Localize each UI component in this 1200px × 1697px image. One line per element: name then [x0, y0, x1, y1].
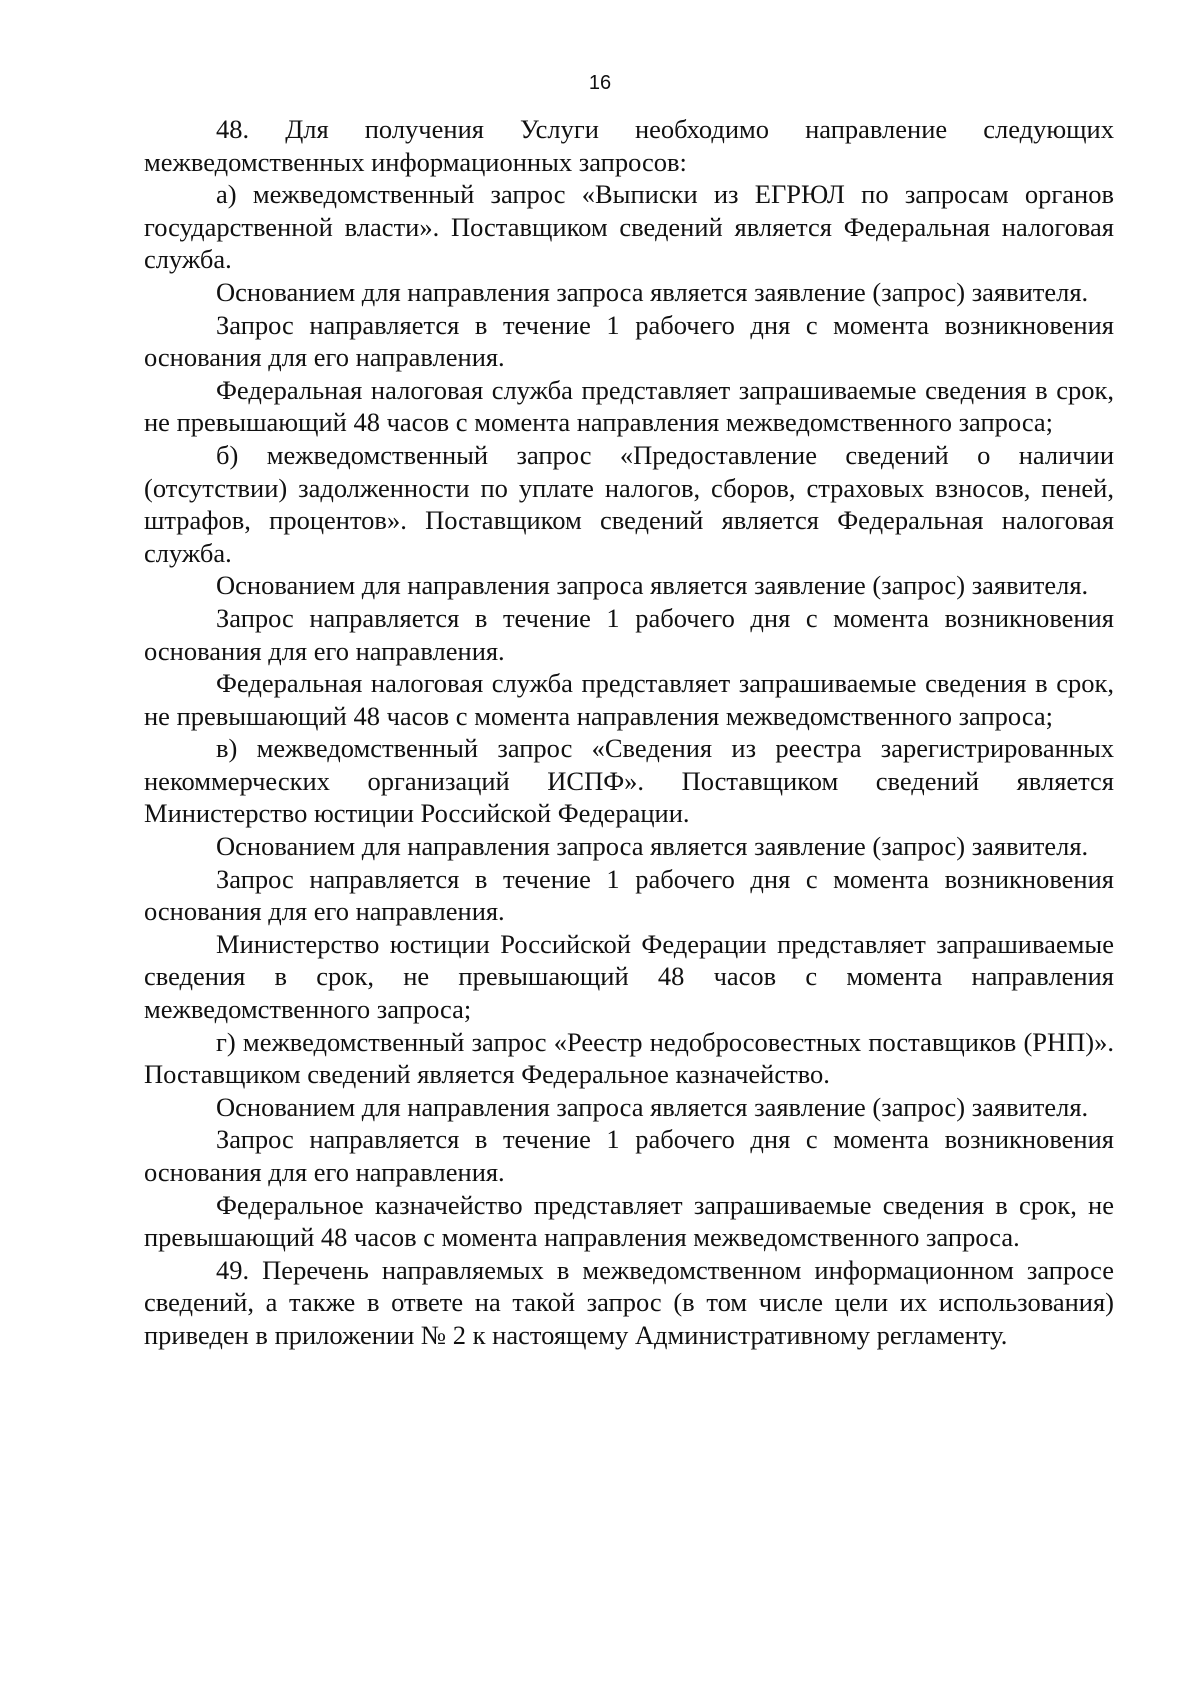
paragraph-v-basis: Основанием для направления запроса является заявление (запрос) заявителя.: [216, 831, 1089, 862]
paragraph-b-timing: Запрос направляется в течение 1 рабочего дня с момента возникновения основания для его направления.: [144, 602, 1114, 666]
paragraph-g-response: Федеральное казначейство представляет запрашиваемые сведения в срок, не превышающий 48 часов с момента направления межведомственного запроса.: [144, 1189, 1114, 1253]
paragraph-request-a: а) межведомственный запрос «Выписки из ЕГРЮЛ по запросам органов государственной власти». Поставщиком сведений является Федеральная налоговая служба.: [144, 179, 1114, 275]
paragraph-a-timing: Запрос направляется в течение 1 рабочего дня с момента возникновения основания для его направления.: [144, 309, 1114, 373]
paragraph-v-response: Министерство юстиции Российской Федерации представляет запрашиваемые сведения в срок, не превышающий 48 часов с момента направления межведомственного запроса;: [144, 928, 1114, 1025]
paragraph-request-b: б) межведомственный запрос «Предоставление сведений о наличии (отсутствии) задолженности по уплате налогов, сборов, страховых взносов, пеней, штрафов, процентов». Поставщиком сведений является Федеральная налоговая служба.: [144, 439, 1114, 568]
paragraph-v-timing: Запрос направляется в течение 1 рабочего дня с момента возникновения основания для его направления.: [144, 863, 1114, 927]
paragraph-48-intro: 48. Для получения Услуги необходимо направление следующих межведомственных информационных запросов:: [144, 114, 1114, 177]
paragraph-request-v: в) межведомственный запрос «Сведения из реестра зарегистрированных некоммерческих организаций ИСПФ». Поставщиком сведений является Министерство юстиции Российской Федерации.: [144, 733, 1114, 829]
paragraph-request-g: г) межведомственный запрос «Реестр недобросовестных поставщиков (РНП)». Поставщиком сведений является Федеральное казначейство.: [144, 1026, 1114, 1090]
paragraph-b-basis: Основанием для направления запроса является заявление (запрос) заявителя.: [216, 570, 1089, 601]
document-body: [144, 113, 1114, 1352]
paragraph-49: 49. Перечень направляемых в межведомственном информационном запросе сведений, а также в ответе на такой запрос (в том числе цели их использования) приведен в приложении № 2 к настоящему Административному регламенту.: [144, 1254, 1114, 1350]
paragraph-g-basis: Основанием для направления запроса является заявление (запрос) заявителя.: [216, 1091, 1089, 1122]
paragraph-b-response: Федеральная налоговая служба представляет запрашиваемые сведения в срок, не превышающий 48 часов с момента направления межведомственного запроса;: [144, 668, 1114, 731]
paragraph-g-timing: Запрос направляется в течение 1 рабочего дня с момента возникновения основания для его направления.: [144, 1124, 1114, 1187]
paragraph-a-response: Федеральная налоговая служба представляет запрашиваемые сведения в срок, не превышающий 48 часов с момента направления межведомственного запроса;: [144, 374, 1114, 438]
paragraph-a-basis: Основанием для направления запроса является заявление (запрос) заявителя.: [216, 276, 1089, 307]
page-number: 16: [588, 72, 612, 94]
